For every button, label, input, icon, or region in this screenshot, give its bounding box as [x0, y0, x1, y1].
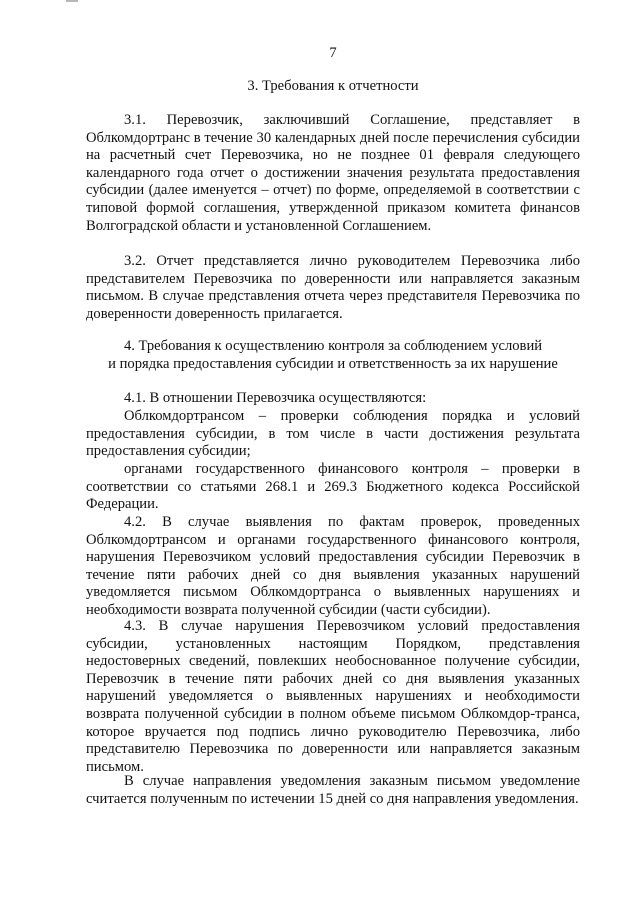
- paragraph-4-1: 4.1. В отношении Перевозчика осуществляются:: [124, 390, 427, 406]
- paragraph-4-3: 4.3. В случае нарушения Перевозчиком условий предоставления субсидии, установленных настоящим Порядком, представления недостоверных сведений, повлекших необоснованное получение субсидии, Перевозчик в течение пяти рабочих дней со дня выявления указанных нарушений уведомляется о выявленных нарушениях и необходимости возврата полученной субсидии в полном объеме письмом Облкомдор-транса, которое вручается под подпись лично руководителю Перевозчика, либо представителю Перевозчика по доверенности или направляется заказным письмом.: [86, 618, 580, 775]
- paragraph-4-1-oblkomdortrans: Облкомдортрансом – проверки соблюдения порядка и условий предоставления субсидии, в том числе в части достижения результата предоставления субсидии;: [86, 408, 580, 460]
- page-number: 7: [329, 45, 337, 61]
- section-4-heading-line-1: 4. Требования к осуществлению контроля за соблюдением условий: [123, 338, 543, 354]
- section-3-heading: 3. Требования к отчетности: [247, 78, 419, 94]
- paragraph-3-1: 3.1. Перевозчик, заключивший Соглашение, представляет в Облкомдортранс в течение 30 календарных дней после перечисления субсидии на расчетный счет Перевозчика, но не позднее 01 февраля следующего календарного года отчет о достижении значения результата предоставления субсидии (далее именуется – отчет) по форме, определяемой в соответствии с типовой формой соглашения, утвержденной приказом комитета финансов Волгоградской области и установленной Соглашением.: [86, 112, 580, 234]
- scan-artifact: [66, 0, 78, 2]
- paragraph-4-2: 4.2. В случае выявления по фактам проверок, проведенных Облкомдортрансом и органами государственного финансового контроля, нарушения Перевозчиком условий предоставления субсидии Перевозчик в течение пяти рабочих дней со дня выявления указанных нарушений уведомляется письмом Облкомдортранса о выявленных нарушениях и необходимости возврата полученной субсидии (части субсидии).: [86, 514, 580, 618]
- section-4-heading: [73, 338, 593, 373]
- paragraph-3-2: 3.2. Отчет представляется лично руководителем Перевозчика либо представителем Перевозчика по доверенности или направляется заказным письмом. В случае представления отчета через представителя Перевозчика по доверенности доверенность прилагается.: [86, 253, 580, 322]
- paragraph-4-4: В случае направления уведомления заказным письмом уведомление считается полученным по истечении 15 дней со дня направления уведомления.: [86, 773, 580, 807]
- section-4-heading-line-2: и порядка предоставления субсидии и ответственность за их нарушение: [108, 355, 558, 372]
- paragraph-4-1-financial-control: органами государственного финансового контроля – проверки в соответствии со статьями 268.1 и 269.3 Бюджетного кодекса Российской Федерации.: [86, 461, 580, 513]
